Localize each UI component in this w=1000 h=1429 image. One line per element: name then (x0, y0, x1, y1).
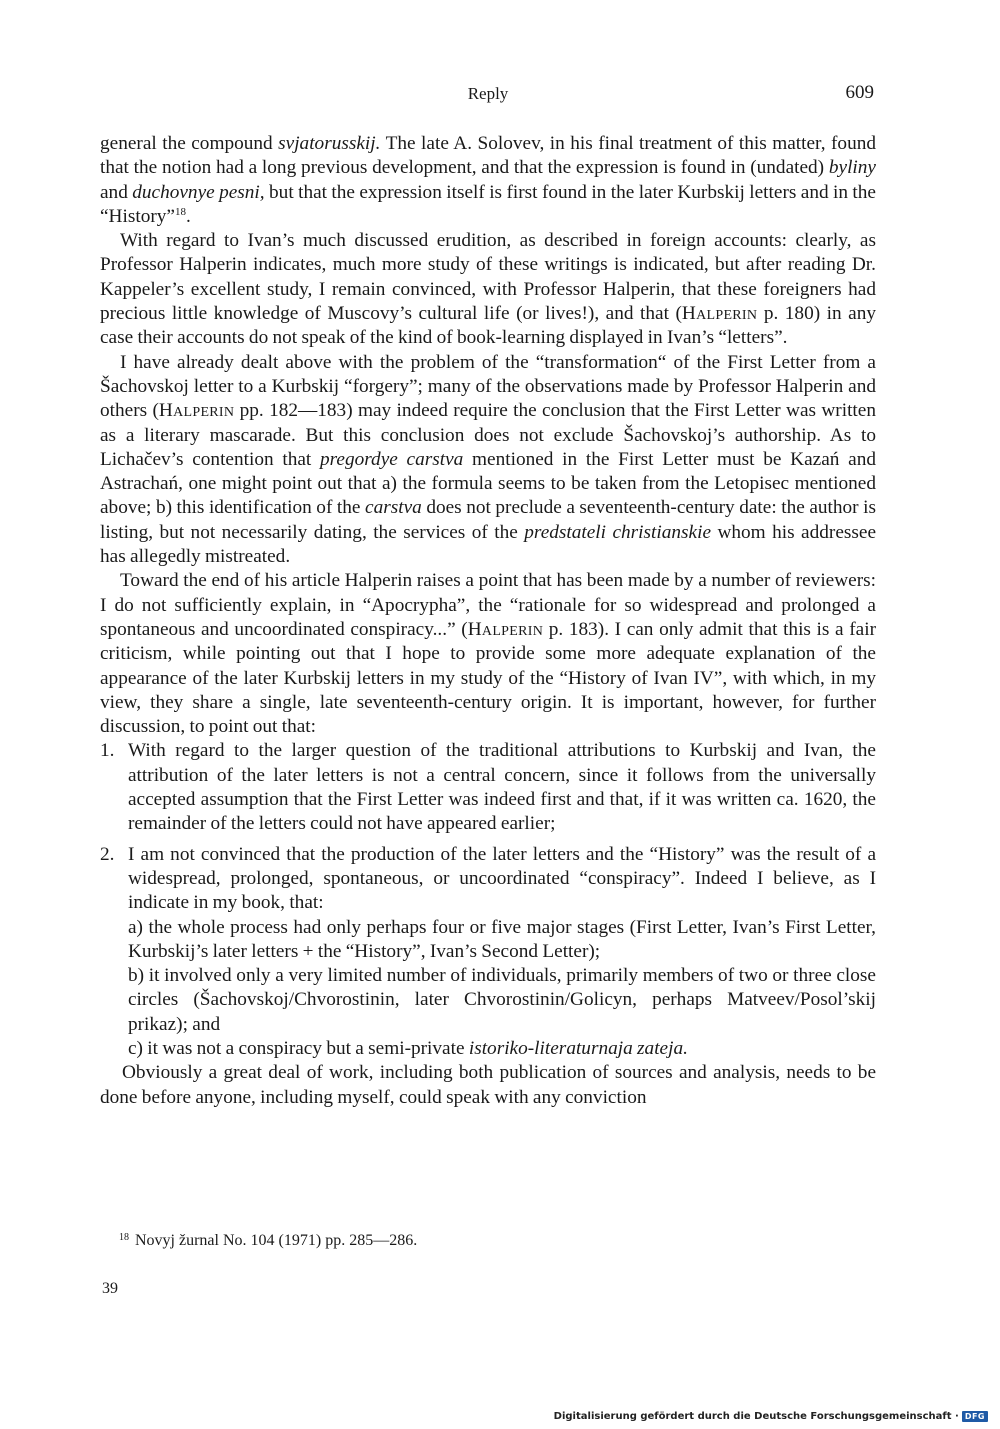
term-istoriko-literaturnaja: istoriko-literaturnaja zateja. (468, 1037, 688, 1059)
numbered-list (100, 739, 876, 1061)
citation-halperin: Halperin (467, 618, 544, 640)
running-header (100, 82, 876, 110)
page-number: 609 (845, 82, 874, 103)
paragraph-1: general the compound svjatorusskij. The late A. Solovev, in his final treatment of this matter, found that the notion had a long previous development, and that the expression is found in (undated) byliny and duchovnye pesni, but that the expression itself is first found in the later Kurbskij letters and in the “History”$^{18}$. (100, 133, 876, 227)
term-svjatorusskij: svjatorusskij. (278, 133, 381, 154)
term-carstva: carstva (365, 497, 422, 519)
running-title: Reply (467, 84, 509, 103)
digitization-credit (554, 1411, 988, 1422)
paragraph-3: I have already dealt above with the problem of the “transformation“ of the First Letter from a Šachovskoj letter to a Kurbskij “forgery”; many of the observations made by Professor Halperin and others (Halperin pp. 182—183) may indeed require the conclusion that the First Letter was written as a literary mascarade. But this conclusion does not exclude Šachovskoj’s authorship. As to Lichačev’s contention that pregordye carstva mentioned in the First Letter must be Kazań and Astrachań, one might point out that a) the formula seems to be taken from the Letopisec mentioned above; b) this identification of the carstva does not preclude a seventeenth-century date: the author is listing, but not necessarily dating, the services of the predstateli christianskie whom his addressee has allegedly mistreated. (100, 351, 877, 568)
term-byliny: byliny (828, 157, 876, 179)
footnote-mark: 18 (119, 1232, 129, 1243)
list-number: 1. (100, 740, 115, 762)
paragraph-5: Obviously a great deal of work, including both publication of sources and analysis, needs to be done before anyone, including myself, could speak with any conviction (100, 1062, 876, 1108)
term-duchovnye-pesni: duchovnye pesni, (132, 181, 265, 203)
list-number: 2. (100, 843, 115, 865)
list-item-text: I am not convinced that the production of the later letters and the “History” was the result of a widespread, prolonged, spontaneous, or uncoordinated “conspiracy”. Indeed I believe, as I indicate in my book, that: (128, 843, 876, 914)
term-predstateli: predstateli christianskie (524, 521, 712, 543)
citation-halperin: Halperin (681, 303, 758, 325)
citation-halperin: Halperin (158, 400, 235, 422)
footnote (119, 1232, 417, 1250)
sub-item-a: a) the whole process had only perhaps four or five major stages (First Letter, Ivan’s First Letter, Kurbskij’s later letters + the “History”, Ivan’s Second Letter); (128, 916, 876, 962)
sub-item-b: b) it involved only a very limited number of individuals, primarily members of two or three close circles (Šachovskoj/Chvorostinin, later Chvorostinin/Golicyn, perhaps Matveev/Posol’skij prikaz); and (128, 965, 876, 1035)
footnote-text: Novyj žurnal No. 104 (1971) pp. 285—286. (135, 1232, 418, 1249)
list-item-text: With regard to the larger question of the traditional attributions to Kurbskij and Ivan, the attribution of the later letters is not a central concern, since it follows from the universally accepted assumption that the First Letter was indeed first and that, if it was written ca. 1620, the remainder of the letters could not have appeared earlier; (128, 740, 876, 835)
digitization-text: Digitalisierung gefördert durch die Deutsche Forschungsgemeinschaft · (553, 1411, 959, 1422)
list-item (100, 739, 876, 836)
paragraph-4: Toward the end of his article Halperin raises a point that has been made by a number of reviewers: I do not sufficiently explain, in “Apocrypha”, the “rationale for so widespread and prolonged a spontaneous and uncoordinated conspiracy...” (Halperin p. 183). I can only admit that this is a fair criticism, while pointing out that I hope to provide some more adequate explanation of the appearance of the later Kurbskij letters in my study of the “History of Ivan IV”, with which, in my view, they share a single, late seventeenth-century origin. It is important, however, for further discussion, to point out that: (100, 570, 876, 738)
term-pregordye-carstva: pregordye carstva (320, 448, 464, 470)
dfg-logo-icon: DFG (962, 1411, 988, 1422)
signature-number: 39 (102, 1280, 118, 1297)
paragraph-2: With regard to Ivan’s much discussed erudition, as described in foreign accounts: clearly, as Professor Halperin indicates, much more study of these writings is indicated, but after reading Dr. Kappeler’s excellent study, I remain convinced, with Professor Halperin, that these foreigners had precious little knowledge of Muscovy’s cultural life (or lives!), and that (Halperin p. 180) in any case their accounts do not speak of the kind of book-learning displayed in Ivan’s “letters”. (100, 230, 876, 349)
body-text (100, 132, 876, 1110)
sub-item-c: c) it was not a conspiracy but a semi-private istoriko-literaturnaja zateja. (128, 1037, 688, 1059)
footnote-ref-18: 18 (174, 205, 186, 218)
list-item (100, 843, 876, 1062)
